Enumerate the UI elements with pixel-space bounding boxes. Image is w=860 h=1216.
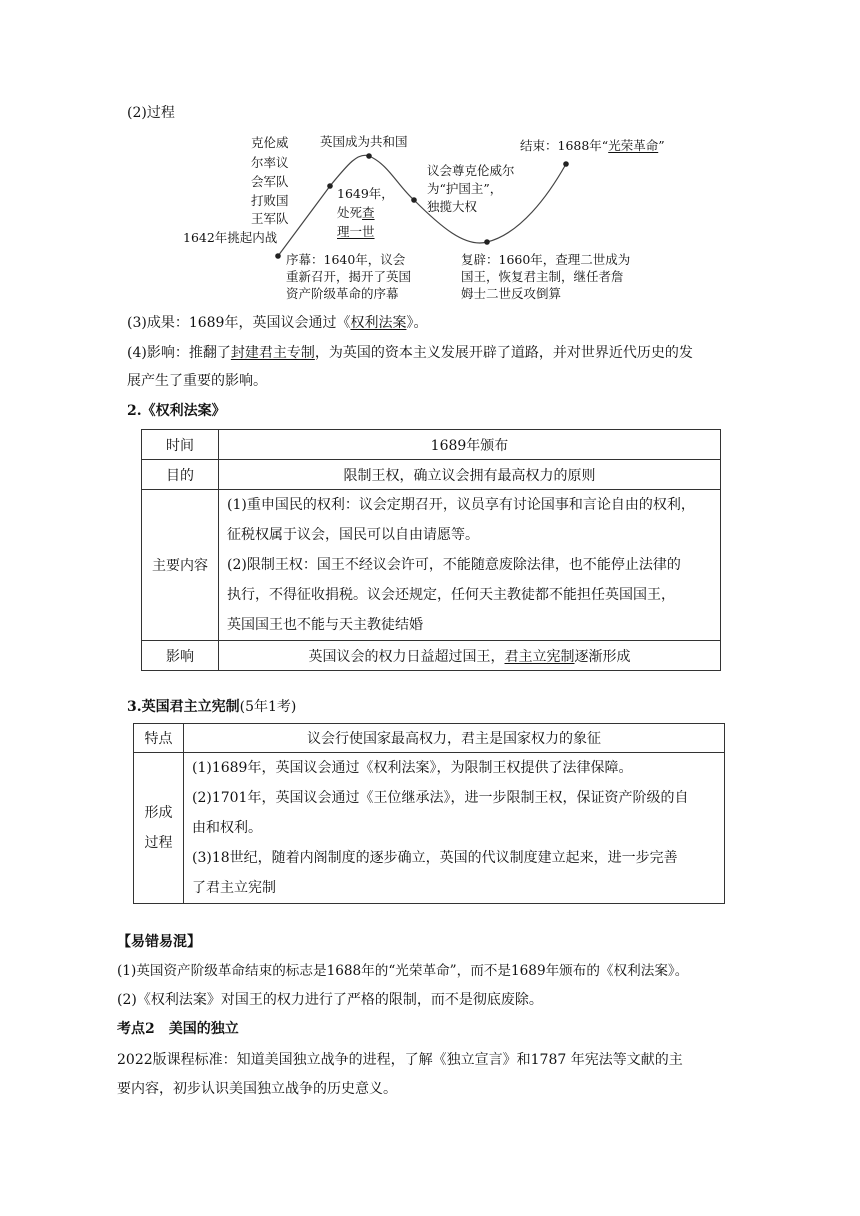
label-execute-1: 1649年， [337,186,394,201]
formation-line-4: (3)18世纪，随着内阁制度的逐步确立，英国的代议制度建立起来，进一步完善 [192,850,678,866]
label-start: 1642年挑起内战 [183,230,278,245]
point-start [275,253,281,259]
mistakes-heading: 【易错易混】 [117,934,201,950]
table-row-content [142,490,721,641]
point-end [563,161,569,167]
constitutional-monarchy-table [133,723,725,904]
result-line: (3)成果：1689年，英国议会通过《权利法案》。 [127,315,428,331]
label-cromwell-5: 王军队 [251,211,289,226]
impact-line-1: (4)影响：推翻了封建君主专制，为英国的资本主义发展开辟了道路，并对世界近代历史的发 [127,345,693,361]
row-value-feature: 议会行使国家最高权力，君主是国家权力的象征 [184,724,725,753]
content-line-3: (2)限制王权：国王不经议会许可，不能随意废除法律，也不能停止法律的 [227,557,681,573]
row-label-time: 时间 [142,430,219,460]
kaodian2-line-2: 要内容，初步认识美国独立战争的历史意义。 [117,1081,397,1097]
point-republic [366,153,372,159]
content-line-5: 英国国王也不能与天主教徒结婚 [227,617,423,633]
label-protector-3: 独揽大权 [427,199,478,214]
label-protector-1: 议会尊克伦威尔 [427,163,515,178]
process-curve [0,0,860,320]
formation-line-5: 了君主立宪制 [192,880,276,896]
label-prelude-2: 重新召开，揭开了英国 [286,269,412,284]
point-restoration [484,239,490,245]
label-restoration-3: 姆士二世反攻倒算 [461,286,562,301]
label-execute-3: 理一世 [337,224,375,239]
content-line-4: 执行，不得征收捐税。议会还规定，任何天主教徒都不能担任英国国王， [227,587,675,603]
label-prelude-1: 序幕：1640年，议会 [286,252,406,267]
label-cromwell-4: 打败国 [251,193,289,208]
row-label-feature: 特点 [134,724,184,753]
row-label-content: 主要内容 [142,490,219,641]
table-row-feature [134,724,725,753]
label-prelude-3: 资产阶级革命的序幕 [286,286,399,301]
table-row-formation [134,753,725,904]
point-execution [327,183,333,189]
mistakes-line-1: (1)英国资产阶级革命结束的标志是1688年的“光荣革命”，而不是1689年颁布的《权利法案》。 [117,963,689,979]
formation-line-3: 由和权利。 [192,820,262,836]
row-value-time: 1689年颁布 [219,430,721,460]
row-label-purpose: 目的 [142,460,219,490]
label-cromwell-1: 克伦威 [251,135,289,150]
content-line-2: 征税权属于议会，国民可以自由请愿等。 [227,527,479,543]
section3-heading: 3.英国君主立宪制(5年1考) [127,699,297,715]
row-value-influence: 英国议会的权力日益超过国王，君主立宪制逐渐形成 [219,641,721,671]
point-protector [411,197,417,203]
process-heading: (2)过程 [127,105,175,121]
table-row-purpose [142,460,721,490]
mistakes-line-2: (2)《权利法案》对国王的权力进行了严格的限制，而不是彻底废除。 [117,992,543,1008]
table-row-time [142,430,721,460]
label-cromwell-2: 尔率议 [251,155,289,170]
kaodian2-heading: 考点2 美国的独立 [117,1021,239,1037]
row-value-formation [184,753,725,904]
section2-heading: 2.《权利法案》 [127,403,226,419]
bill-of-rights-table [141,429,721,671]
impact-line-2: 展产生了重要的影响。 [127,373,267,389]
label-restoration-2: 国王，恢复君主制，继任者詹 [461,269,624,284]
row-label-formation: 形成 过程 [134,753,184,904]
label-end: 结束：1688年“光荣革命” [520,138,665,153]
formation-line-1: (1)1689年，英国议会通过《权利法案》，为限制王权提供了法律保障。 [192,760,633,776]
label-restoration-1: 复辟：1660年，查理二世成为 [461,252,631,267]
content-line-1: (1)重申国民的权利：议会定期召开，议员享有讨论国事和言论自由的权利， [227,497,695,513]
label-republic: 英国成为共和国 [320,134,408,149]
kaodian2-line-1: 2022版课程标准：知道美国独立战争的进程，了解《独立宣言》和1787 年宪法等文献的主 [117,1052,683,1068]
table-row-influence [142,641,721,671]
row-value-purpose: 限制王权，确立议会拥有最高权力的原则 [219,460,721,490]
formation-line-2: (2)1701年，英国议会通过《王位继承法》，进一步限制王权，保证资产阶级的自 [192,790,689,806]
row-label-influence: 影响 [142,641,219,671]
row-value-content [219,490,721,641]
label-cromwell-3: 会军队 [251,174,289,189]
label-execute-2: 处死查 [337,205,375,220]
label-protector-2: 为“护国主”， [427,181,503,196]
